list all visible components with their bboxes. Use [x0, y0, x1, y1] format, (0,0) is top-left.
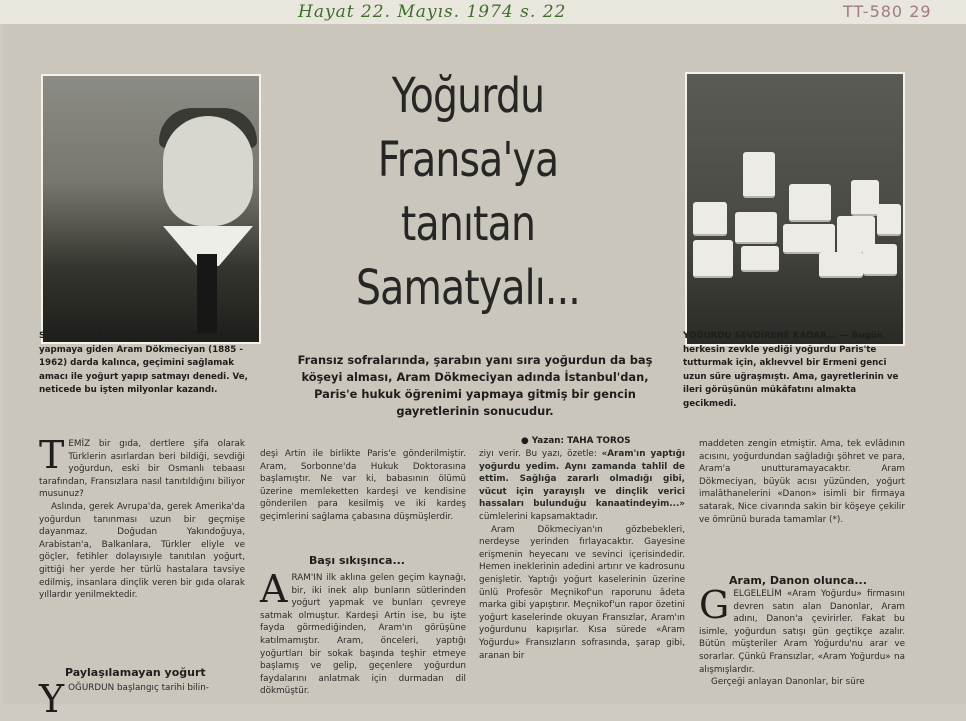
subheading: Paylaşılamayan yoğurt — [65, 666, 206, 679]
text-run: cümlelerini kapsamaktadır. — [479, 511, 598, 522]
drop-cap: T — [39, 433, 65, 477]
handwritten-note: Hayat 22. Mayıs. 1974 s. 22 — [298, 2, 567, 22]
article-headline: Yoğurdu Fransa'ya tanıtan Samatyalı... — [356, 68, 580, 316]
handwritten-stamp: TT-580 29 — [843, 2, 932, 21]
yogurt-tub — [819, 252, 863, 278]
paragraph: maddeten zengin etmiştir. Ama, tek evlâdının acısını, yoğurdundan sağladığı şöhret ve para, Aram'a unutturamayacaktır. Aram Dökmeciyan, büyük acısı yüzünden, yoğurt imalâthanelerini «Danon» isimli bir firmaya satarak, Nice civarında sakin bir köşeye çekilir ve ömrünü burada tamamlar (*). — [699, 439, 905, 525]
subheading: Başı sıkışınca... — [309, 554, 405, 567]
yogurt-tub — [741, 246, 779, 272]
column-2 — [260, 448, 466, 524]
portrait-photo — [41, 74, 261, 344]
portrait-face — [163, 116, 253, 226]
column-4 — [699, 438, 905, 526]
yogurt-tub — [743, 152, 775, 198]
yogurt-tub — [735, 212, 777, 244]
column-3 — [479, 448, 685, 662]
paragraph: Aslında, gerek Avrupa'da, gerek Amerika'da yoğurdun tanınması uzun bir geçmişe dayanmaz. Doğudan Yakındoğuya, Arabistan'a, Balkanlara, Türkler eliyle ve göçler, fetihler dolayısıyle tanıtılan yoğurt, gittiği her yerde her türlü hastalara tavsiye edilmiş, insanlara dinçlik veren bir gıda olarak yıllardır yenilmektedir. — [39, 501, 245, 601]
article-lead: Fransız sofralarında, şarabın yanı sıra yoğurdun da baş köşeyi alması, Aram Dökmeciyan adında İstanbul'dan, Paris'e hukuk öğrenimi yapmaya gitmiş bir gencin gayretlerinin sonucudur. — [297, 353, 653, 418]
drop-cap: A — [260, 567, 288, 611]
column-2-cont — [260, 567, 466, 698]
yogurt-tub — [863, 244, 897, 276]
paragraph: deşi Artin ile birlikte Paris'e gönderilmiştir. Aram, Sorbonne'da Hukuk Doktorasına başlamıştır. Ne var ki, babasının ölümü üzerine memleketten kardeşi ve kendisine gönderilen para kesilmiş ve iki kardeş geçimlerini sağlama çabasına düşmüşlerdir. — [260, 449, 466, 522]
column-1 — [39, 433, 245, 602]
paragraph: OĞURDUN başlangıç tarihi bilin- — [68, 683, 209, 693]
right-photo-caption: YOĞURDU SEVDİRENE KADAR... — Bugün herkesin zevkle yediği yoğurdu Paris'te tutturmak için, aklıevvel bir Ermeni genci uzun süre uğraşmıştı. Ama, gayretlerinin ve ileri görüşünün mükâfatını almakta gecikmedi. — [683, 331, 899, 409]
paragraph: Gerçeği anlayan Danonlar, bir süre — [711, 677, 865, 688]
byline: ● Yazan: TAHA TOROS — [521, 436, 631, 446]
column-4-cont — [699, 583, 905, 689]
drop-cap: Y — [39, 677, 65, 721]
newspaper-page — [3, 24, 966, 721]
yogurt-tub — [851, 180, 879, 216]
yogurt-tub — [783, 224, 835, 254]
portrait-tie — [197, 254, 217, 334]
subheading: Aram, Danon olunca... — [729, 574, 867, 587]
paragraph: EMİZ bir gıda, dertlere şifa olarak Türklerin asırlardan beri bildiği, sevdiği yoğurdun, eski bir Osmanlı tebaası tarafından, Fransızlara nasıl tanıtıldığını biliyor musunuz? — [39, 439, 245, 500]
yogurt-tub — [789, 184, 831, 222]
paragraph — [479, 448, 685, 524]
paragraph: RAM'IN ilk aklına gelen geçim kaynağı, bir, iki inek alıp bunların sütlerinden yoğurt yapmak ve bunları çevreye satmak olmuştur. Kardeşi Artin ise, bu işte fayda görmediğinden, Aram'ın görüşüne katılmamıştır. Aram, önceleri, yaptığı yoğurtları bir sokak başında teşhir etmeye başlamış ve gelip, geçenlere yoğurdun faydalarını anlatmak için durmadan dil dökmüştür. — [260, 573, 466, 697]
paragraph: Aram Dökmeciyan'ın gözbebekleri, nerdeyse yerinden fırlayacaktır. Gayesine erişmenin heyecanı ve sevinci içerisindedir. Hemen ineklerinin adedini artırır ve kadrosunu genişletir. Yaptığı yoğurt kaselerinin üzerine ünlü Profesör Meçnikof'un raporunu âdeta marka gibi yapıştırır. Meçnikof'un rapor özetini yoğurt kaselerinde okuyan Fransızlar, Aram'ın yoğurdunu kapışırlar. Kısa sürede «Aram Yoğurdu» Fransızların sofrasında, şarap gibi, aranan bir — [479, 524, 685, 661]
yogurt-tub — [693, 202, 727, 236]
column-1-cont — [39, 677, 245, 721]
paragraph: ELGELELİM «Aram Yoğurdu» firmasını devren satın alan Danonlar, Aram adını, Danon'a çevirirler. Fakat bu isimle, yoğurdun satışı gün geçtikçe azalır. Bütün müşteriler Aram Yoğurdu'nu arar ve sorarlar. Çünkü Fransızlar, «Aram Yoğurdu» na alışmışlardır. — [699, 589, 905, 675]
drop-cap: G — [699, 583, 730, 627]
yogurt-containers-photo — [685, 72, 905, 346]
quote: «Aram'ın yaptığı yoğurdu yedim. Aynı zamanda tahlil de ettim. Sağlığa zararlı olmadığı gibi, vücut için yarayışlı ve dinçlik verici hassaları bulunduğu kanaatindeyim...» — [479, 449, 685, 510]
yogurt-tub — [877, 204, 901, 236]
yogurt-tub — [693, 240, 733, 278]
left-photo-caption: SAMATYALI ARAM — Paris'e, hukuk doktorası yapmaya giden Aram Dökmeciyan (1885 - 1962) darda kalınca, geçimini sağlamak amacı ile yoğurt yapıp satmayı denedi. Ve, neticede bu işten milyonlar kazandı. — [39, 331, 259, 395]
text-run: ziyı verir. Bu yazı, özetle: — [479, 449, 602, 459]
